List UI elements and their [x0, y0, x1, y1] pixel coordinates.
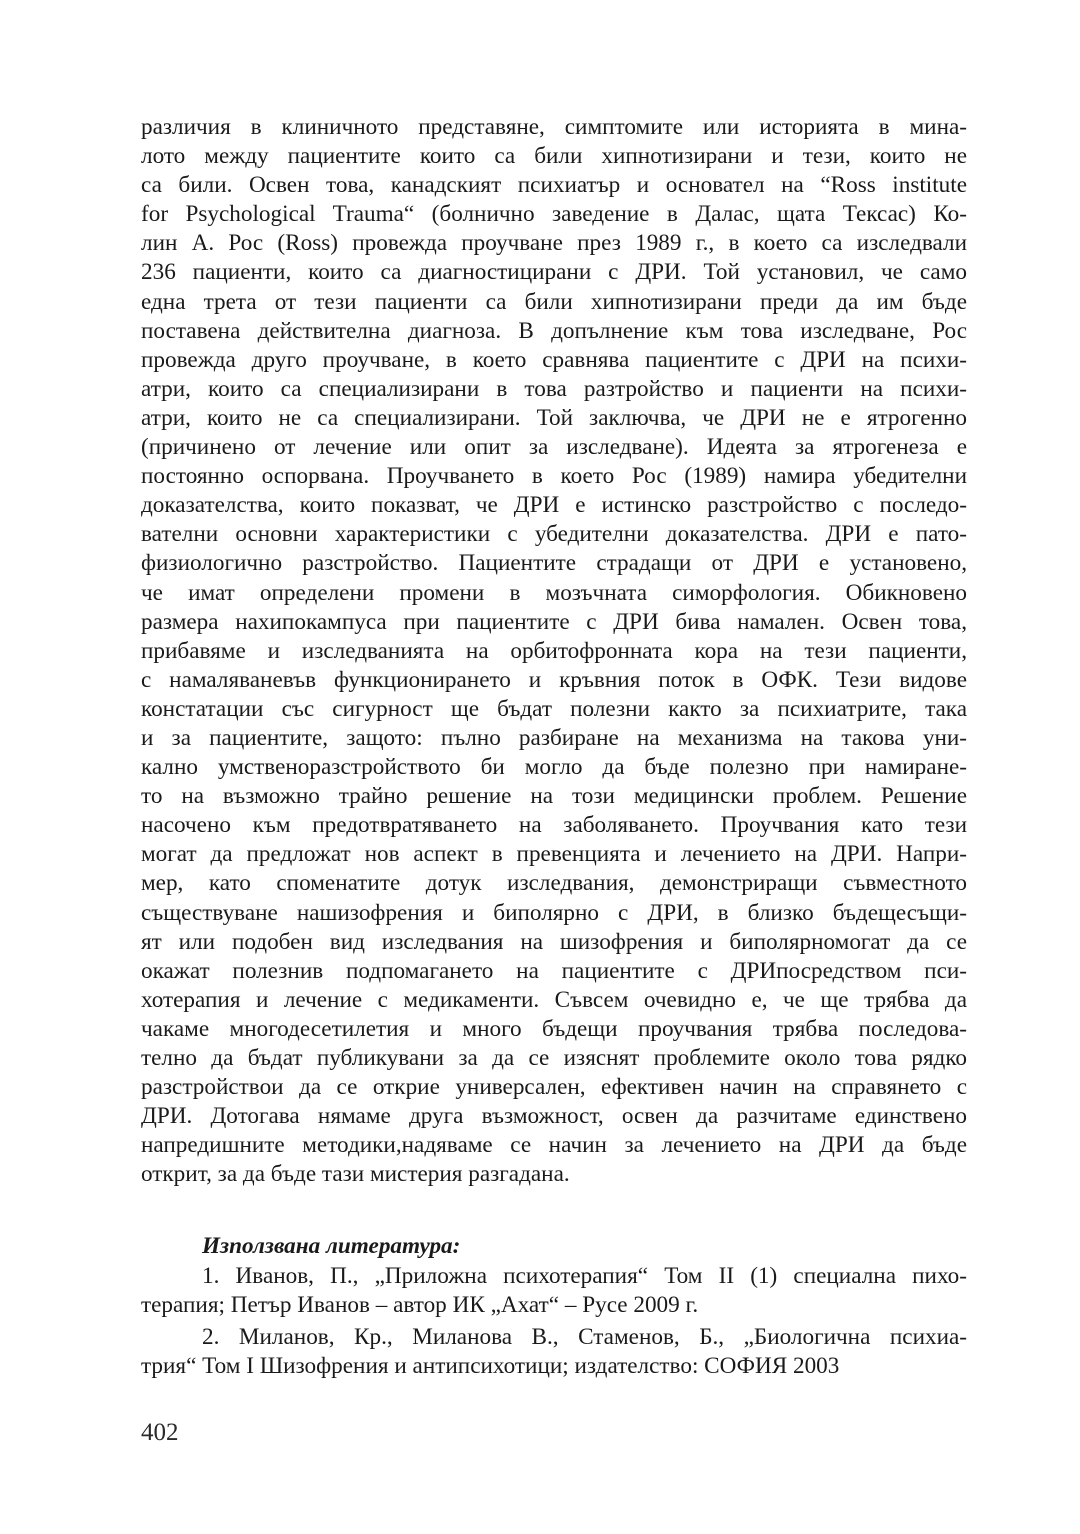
- body-line: провежда друго проучване, в което сравнява пациентите с ДРИ на психи-: [141, 346, 967, 373]
- body-line: различия в клиничното представяне, симптомите или историята в мина-: [141, 114, 967, 140]
- body-line: лото между пациентите които са били хипнотизирани и тези, които не: [141, 143, 967, 170]
- body-line: постоянно оспорвана. Проучването в което Рос (1989) намира убедителни: [141, 463, 967, 490]
- body-line: открит, за да бъде тази мистерия разгадана.: [141, 1161, 570, 1188]
- page-number: 402: [141, 1419, 179, 1446]
- body-line: ДРИ. Дотогава нямаме друга възможност, освен да разчитаме единствено: [141, 1103, 967, 1130]
- body-line: ят или подобен вид изследвания на шизофрения и биполярномогат да се: [141, 928, 967, 955]
- body-line: физиологично разстройство. Пациентите страдащи от ДРИ е установено,: [141, 550, 967, 577]
- references-heading: Използвана литература:: [202, 1233, 461, 1259]
- reference-line: 1. Иванов, П., „Приложна психотерапия“ Том II (1) специална пихо-: [202, 1263, 967, 1289]
- body-line: for Psychological Trauma“ (болнично заведение в Далас, щата Тексас) Ко-: [141, 201, 967, 228]
- references-section: [141, 1231, 967, 1384]
- body-line: констатации със сигурност ще бъдат полезни както за психиатрите, така: [141, 695, 967, 722]
- body-line: вателни основни характеристики с убедителни доказателства. ДРИ е пато-: [141, 521, 967, 548]
- body-line: окажат полезнив подпомагането на пациентите с ДРИпосредством пси-: [141, 957, 967, 984]
- body-line: кално умственоразстройството би могло да бъде полезно при намиране-: [141, 754, 967, 781]
- body-line: размера нахипокампуса при пациентите с ДРИ бива намален. Освен това,: [141, 608, 967, 635]
- body-line: са били. Освен това, канадският психиатър и основател на “Ross institute: [141, 172, 967, 199]
- body-line: телно да бъдат публикувани за да се изяснят проблемите около това рядко: [141, 1045, 967, 1071]
- body-line: (причинено от лечение или опит за изследване). Идеята за ятрогенеза е: [141, 434, 967, 461]
- reference-line: трия“ Том I Шизофрения и антипсихотици; издателство: СОФИЯ 2003: [141, 1353, 840, 1380]
- body-line: напредишните методики,надяваме се начин за лечението на ДРИ да бъде: [141, 1132, 967, 1159]
- body-line: атри, които не са специализирани. Той заключва, че ДРИ не е ятрогенно: [141, 404, 967, 431]
- body-line: 236 пациенти, които са диагностицирани с ДРИ. Той установил, че само: [141, 259, 967, 286]
- body-line: могат да предложат нов аспект в превенцията и лечението на ДРИ. Напри-: [141, 841, 967, 868]
- body-line: поставена действителна диагноза. В допълнение към това изследване, Рос: [141, 317, 967, 344]
- body-line: лин А. Рос (Ross) провежда проучване през 1989 г., в което са изследвали: [141, 230, 967, 257]
- body-line: хотерапия и лечение с медикаменти. Съвсем очевидно е, че ще трябва да: [141, 986, 967, 1013]
- body-line: то на възможно трайно решение на този медицински проблем. Решение: [141, 783, 967, 810]
- body-line: разстройствои да се открие универсален, ефективен начин на справянето с: [141, 1074, 967, 1101]
- reference-item: [141, 1323, 967, 1381]
- body-line: чакаме многодесетилетия и много бъдещи проучвания трябва последова-: [141, 1015, 967, 1042]
- body-line: прибавяме и изследванията на орбитофронната кора на тези пациенти,: [141, 637, 967, 664]
- body-line: и за пациентите, защото: пълно разбиране на механизма на такова уни-: [141, 724, 967, 751]
- body-line: с намаляваневъв функционирането и кръвния поток в ОФК. Тези видове: [141, 666, 967, 693]
- body-line: доказателства, които показват, че ДРИ е истинско разстройство с последо-: [141, 492, 967, 519]
- body-line: съществуване нашизофрения и биполярно с ДРИ, в близко бъдещесъщи-: [141, 899, 967, 926]
- body-line: насочено към предотвратяването на заболяването. Проучвания като тези: [141, 812, 967, 839]
- body-line: мер, като споменатите дотук изследвания, демонстриращи съвместното: [141, 870, 967, 897]
- reference-line: терапия; Петър Иванов – автор ИК „Ахат“ – Русе 2009 г.: [141, 1292, 699, 1319]
- reference-item: [141, 1262, 967, 1320]
- body-line: че имат определени промени в мозъчната симорфология. Обикновено: [141, 579, 967, 606]
- body-line: една трета от тези пациенти са били хипнотизирани преди да им бъде: [141, 288, 967, 315]
- body-text: [141, 113, 967, 1189]
- reference-line: 2. Миланов, Кр., Миланова В., Стаменов, Б., „Биологична психиа-: [202, 1324, 967, 1351]
- body-line: атри, които са специализирани в това разтройство и пациенти на психи-: [141, 375, 967, 402]
